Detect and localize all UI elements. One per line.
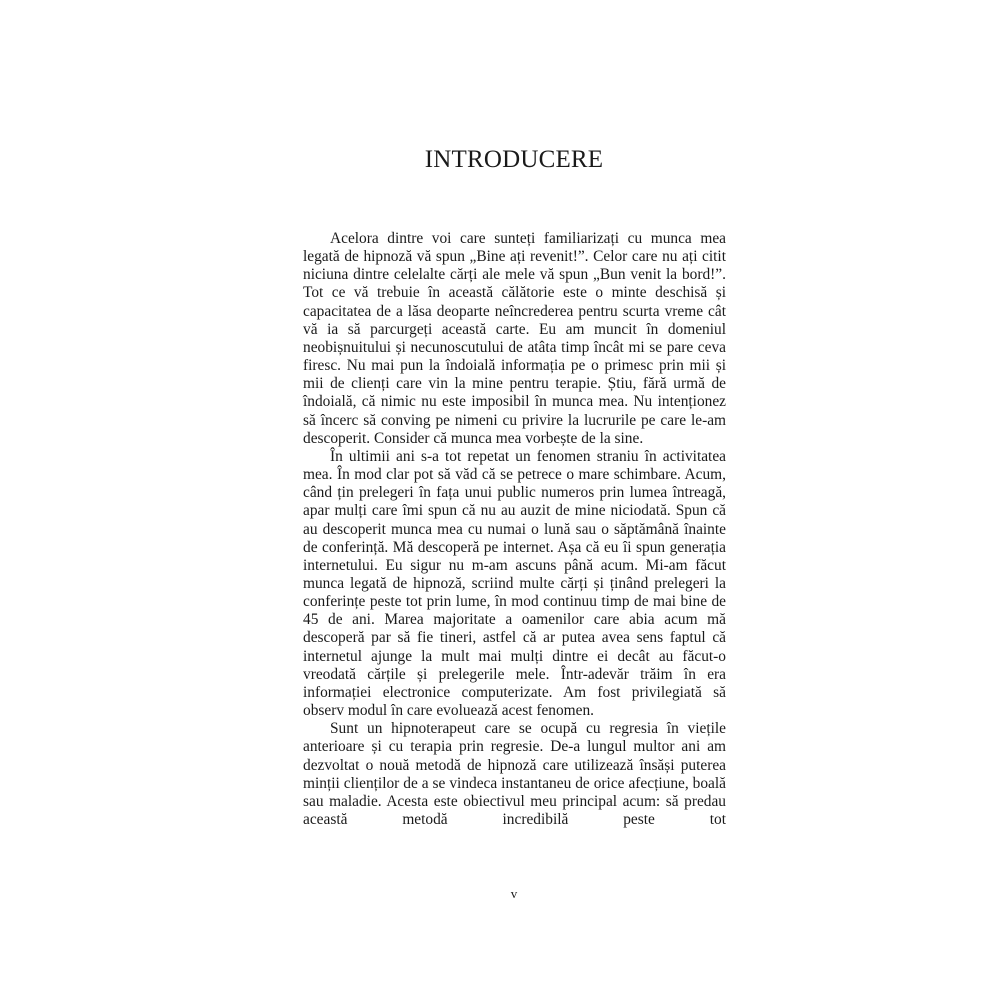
chapter-title: INTRODUCERE — [424, 146, 604, 173]
page-number: v — [510, 886, 518, 901]
paragraph: Sunt un hipnoterapeut care se ocupă cu regresia în viețile anterioare și cu terapia prin regresie. De-a lungul multor ani am dezvoltat o nouă metodă de hipnoză care utilizează însăși puterea minții clienților de a se vindeca instantaneu de orice afecțiune, boală sau maladie. Acesta este obiectivul meu principal acum: să predau această metodă incredibilă peste tot — [303, 720, 726, 828]
paragraph: În ultimii ani s-a tot repetat un fenomen straniu în activitatea mea. În mod clar pot să văd că se petrece o mare schimbare. Acum, când țin prelegeri în fața unui public numeros prin lumea întreagă, apar mulți care îmi spun că nu au auzit de mine niciodată. Spun că au descoperit munca mea cu numai o lună sau o săptămână înainte de conferință. Mă descoperă pe internet. Așa că eu îi spun generația internetului. Eu sigur nu m-am ascuns până acum. Mi-am făcut munca legată de hipnoză, scriind multe cărți și ținând prelegeri la conferințe peste tot prin lume, în mod continuu timp de mai bine de 45 de ani. Marea majoritate a oamenilor care abia acum mă descoperă par să fie tineri, astfel că ar putea avea sens faptul că internetul ajunge la mult mai mulți dintre ei decât au făcut-o vreodată cărțile și prelegerile mele. Într-adevăr trăim în era informației electronice computerizate. Am fost privilegiată să observ modul în care evoluează acest fenomen. — [303, 447, 726, 720]
body-text — [303, 230, 726, 829]
paragraph: Acelora dintre voi care sunteți familiarizați cu munca mea legată de hipnoză vă spun „Bine ați revenit!”. Celor care nu ați citit niciuna dintre celelalte cărți ale mele vă spun „Bun venit la bord!”. Tot ce vă trebuie în această călătorie este o minte deschisă și capacitatea de a lăsa deoparte neîncrederea pentru scurta vreme cât vă ia să parcurgeți această carte. Eu am muncit în domeniul neobișnuitului și necunoscutului de atâta timp încât mi se pare ceva firesc. Nu mai pun la îndoială informația pe o primesc prin mii și mii de clienți care vin la mine pentru terapie. Știu, fără urmă de îndoială, că nimic nu este imposibil în munca mea. Nu intenționez să încerc să conving pe nimeni cu privire la lucrurile pe care le-am descoperit. Consider că munca mea vorbește de la sine. — [303, 230, 726, 447]
